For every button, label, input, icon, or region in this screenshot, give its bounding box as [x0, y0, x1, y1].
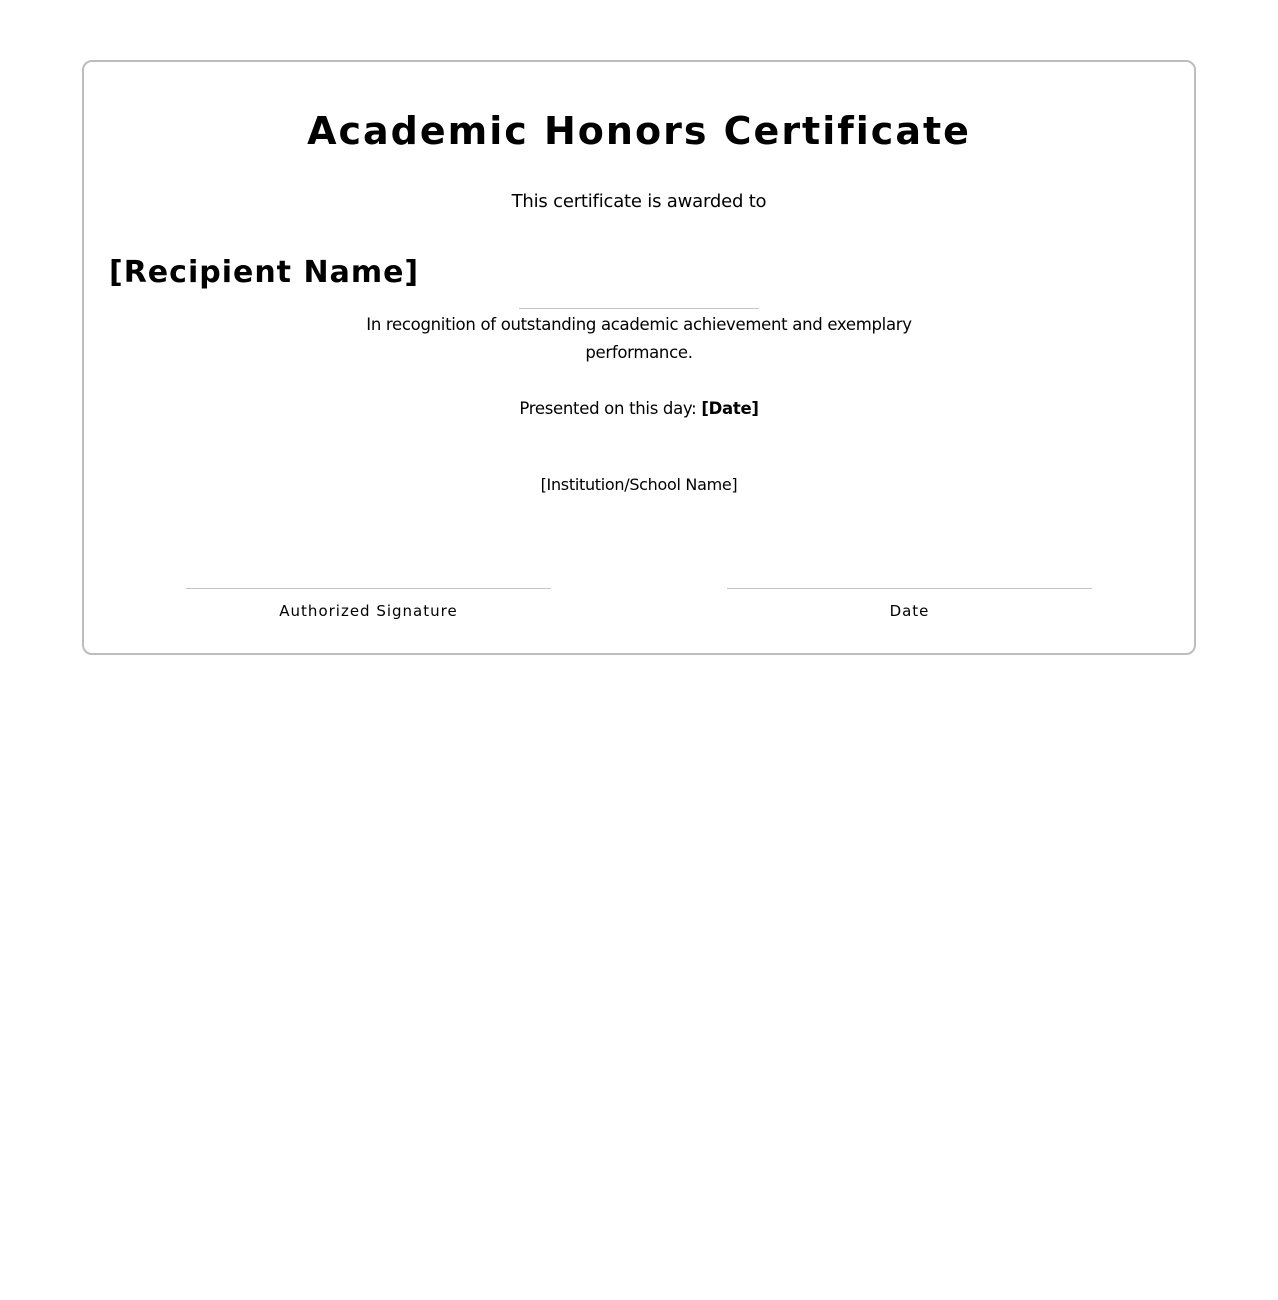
certificate-title: Academic Honors Certificate: [307, 109, 971, 153]
institution-name: [Institution/School Name]: [540, 475, 738, 494]
date-label: Date: [889, 602, 930, 620]
certificate-card: [82, 60, 1196, 655]
certificate-subtitle: This certificate is awarded to: [511, 191, 767, 212]
presented-date-line: [84, 395, 1194, 423]
signature-block-date: [727, 588, 1092, 621]
presented-label: Presented on this day:: [519, 399, 702, 418]
signature-block-authorized: [186, 588, 551, 621]
recipient-name: [Recipient Name]: [109, 255, 420, 290]
recipient-underline-divider: [519, 308, 759, 309]
recognition-text: In recognition of outstanding academic achievement and exemplary performance.: [366, 315, 912, 362]
presented-date-value: [Date]: [701, 399, 759, 418]
date-line: [727, 588, 1092, 589]
signature-label: Authorized Signature: [279, 602, 458, 620]
signature-line: [186, 588, 551, 589]
